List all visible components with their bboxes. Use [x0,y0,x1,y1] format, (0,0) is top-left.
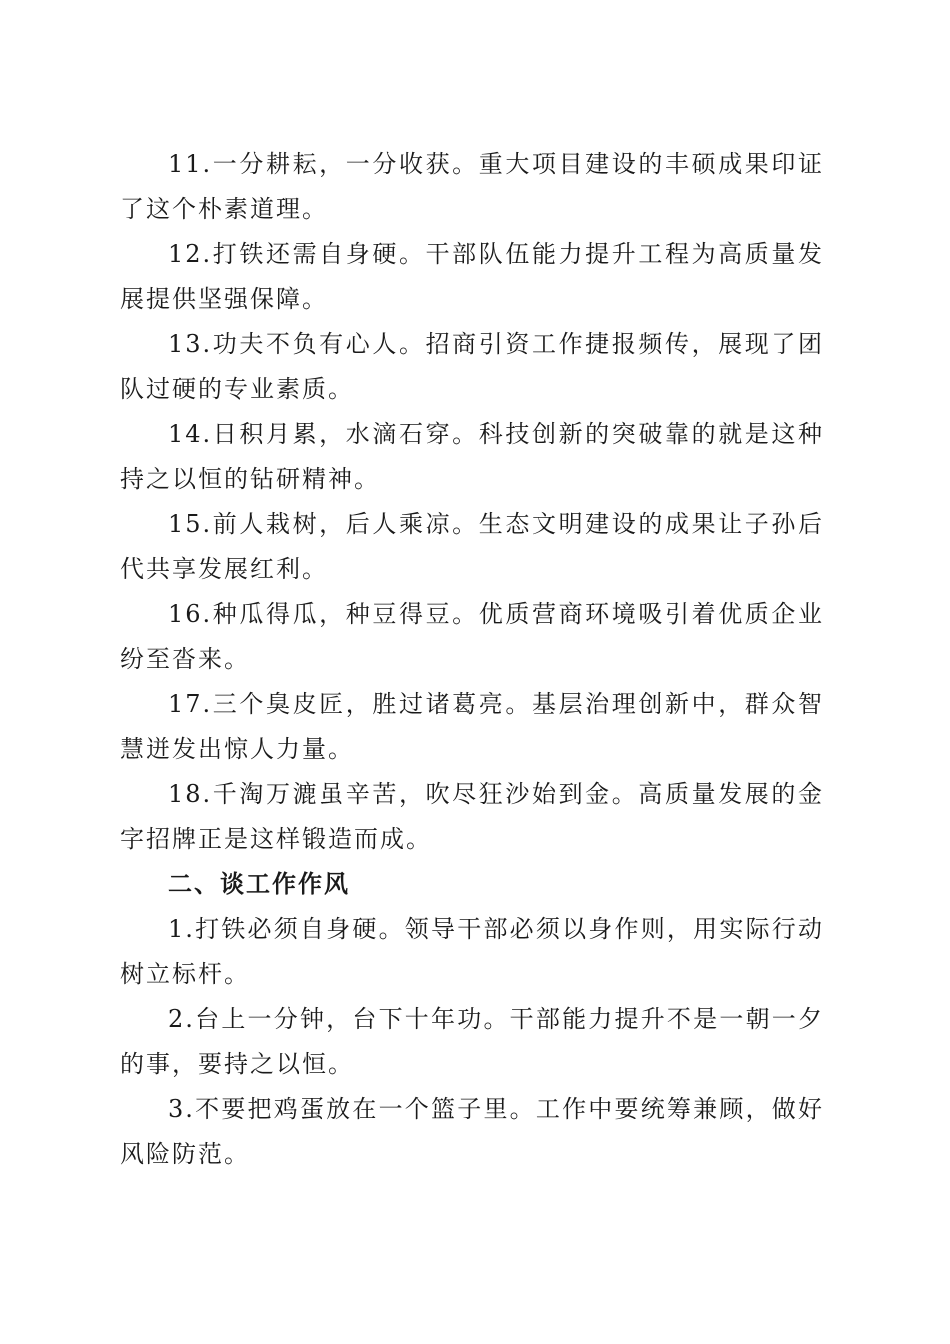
list-item: 1.打铁必须自身硬。领导干部必须以身作则，用实际行动树立标杆。 [120,915,824,988]
list-item: 18.千淘万漉虽辛苦，吹尽狂沙始到金。高质量发展的金字招牌正是这样锻造而成。 [120,780,824,853]
list-item: 15.前人栽树，后人乘凉。生态文明建设的成果让子孙后代共享发展红利。 [120,510,824,583]
list-item: 11.一分耕耘，一分收获。重大项目建设的丰硕成果印证了这个朴素道理。 [120,150,824,223]
document-body [120,142,824,1177]
list-item: 12.打铁还需自身硬。干部队伍能力提升工程为高质量发展提供坚强保障。 [120,240,824,313]
section-heading: 二、谈工作作风 [168,870,350,898]
list-item: 14.日积月累，水滴石穿。科技创新的突破靠的就是这种持之以恒的钻研精神。 [120,420,824,493]
list-item: 3.不要把鸡蛋放在一个篮子里。工作中要统筹兼顾，做好风险防范。 [120,1095,824,1168]
list-item: 2.台上一分钟，台下十年功。干部能力提升不是一朝一夕的事，要持之以恒。 [120,1005,824,1078]
list-item: 13.功夫不负有心人。招商引资工作捷报频传，展现了团队过硬的专业素质。 [120,330,824,403]
list-item: 17.三个臭皮匠，胜过诸葛亮。基层治理创新中，群众智慧迸发出惊人力量。 [120,690,824,763]
list-item: 16.种瓜得瓜，种豆得豆。优质营商环境吸引着优质企业纷至沓来。 [120,600,824,673]
